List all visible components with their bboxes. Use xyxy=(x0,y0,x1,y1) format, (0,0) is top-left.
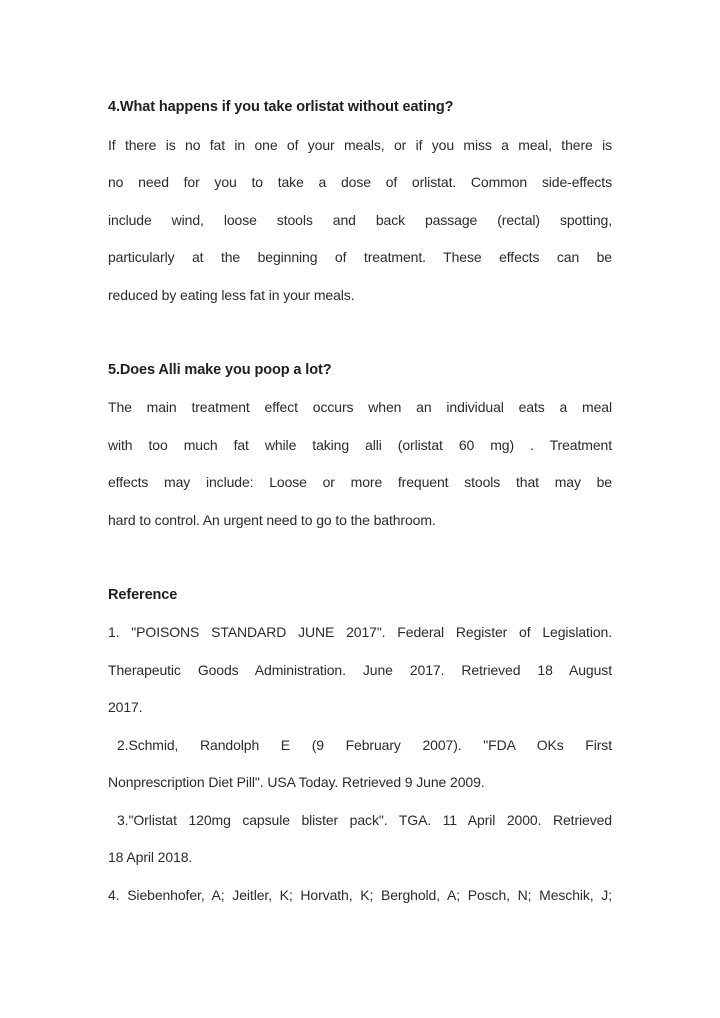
answer-4-line-1: If there is no fat in one of your meals, or if you miss a meal, there is xyxy=(108,136,612,153)
answer-5-line-2: with too much fat while taking alli (orlistat 60 mg) . Treatment xyxy=(108,436,612,453)
answer-5-line-3: effects may include: Loose or more frequent stools that may be xyxy=(108,474,612,490)
reference-4-line-1: 4. Siebenhofer, A; Jeitler, K; Horvath, K; Berghold, A; Posch, N; Meschik, J; xyxy=(108,886,612,903)
section-spacer xyxy=(108,314,612,352)
reference-1-line-3: 2017. xyxy=(108,699,143,715)
reference-1-line-1: 1. "POISONS STANDARD JUNE 2017". Federal Register of Legislation. xyxy=(108,624,612,640)
question-4-heading: 4.What happens if you take orlistat without eating? xyxy=(108,99,454,115)
reference-3-line-1: 3."Orlistat 120mg capsule blister pack". TGA. 11 April 2000. Retrieved xyxy=(117,811,612,828)
reference-3-line-2: 18 April 2018. xyxy=(108,849,193,865)
answer-4-line-5: reduced by eating less fat in your meals. xyxy=(108,286,355,303)
reference-1-line-2: Therapeutic Goods Administration. June 2017. Retrieved 18 August xyxy=(108,661,612,678)
answer-4-line-4: particularly at the beginning of treatment. These effects can be xyxy=(108,249,612,265)
answer-5-line-1: The main treatment effect occurs when an individual eats a meal xyxy=(108,399,612,415)
question-5-heading: 5.Does Alli make you poop a lot? xyxy=(108,361,332,378)
reference-2-line-2: Nonprescription Diet Pill". USA Today. Retrieved 9 June 2009. xyxy=(108,774,485,790)
answer-4-line-2: no need for you to take a dose of orlistat. Common side-effects xyxy=(108,174,612,190)
answer-4-line-3: include wind, loose stools and back passage (rectal) spotting, xyxy=(108,211,612,228)
answer-5-line-4: hard to control. An urgent need to go to the bathroom. xyxy=(108,511,436,528)
section-spacer xyxy=(108,539,612,577)
reference-2-line-1: 2.Schmid, Randolph E (9 February 2007). "FDA OKs First xyxy=(117,736,612,753)
reference-heading: Reference xyxy=(108,586,178,603)
